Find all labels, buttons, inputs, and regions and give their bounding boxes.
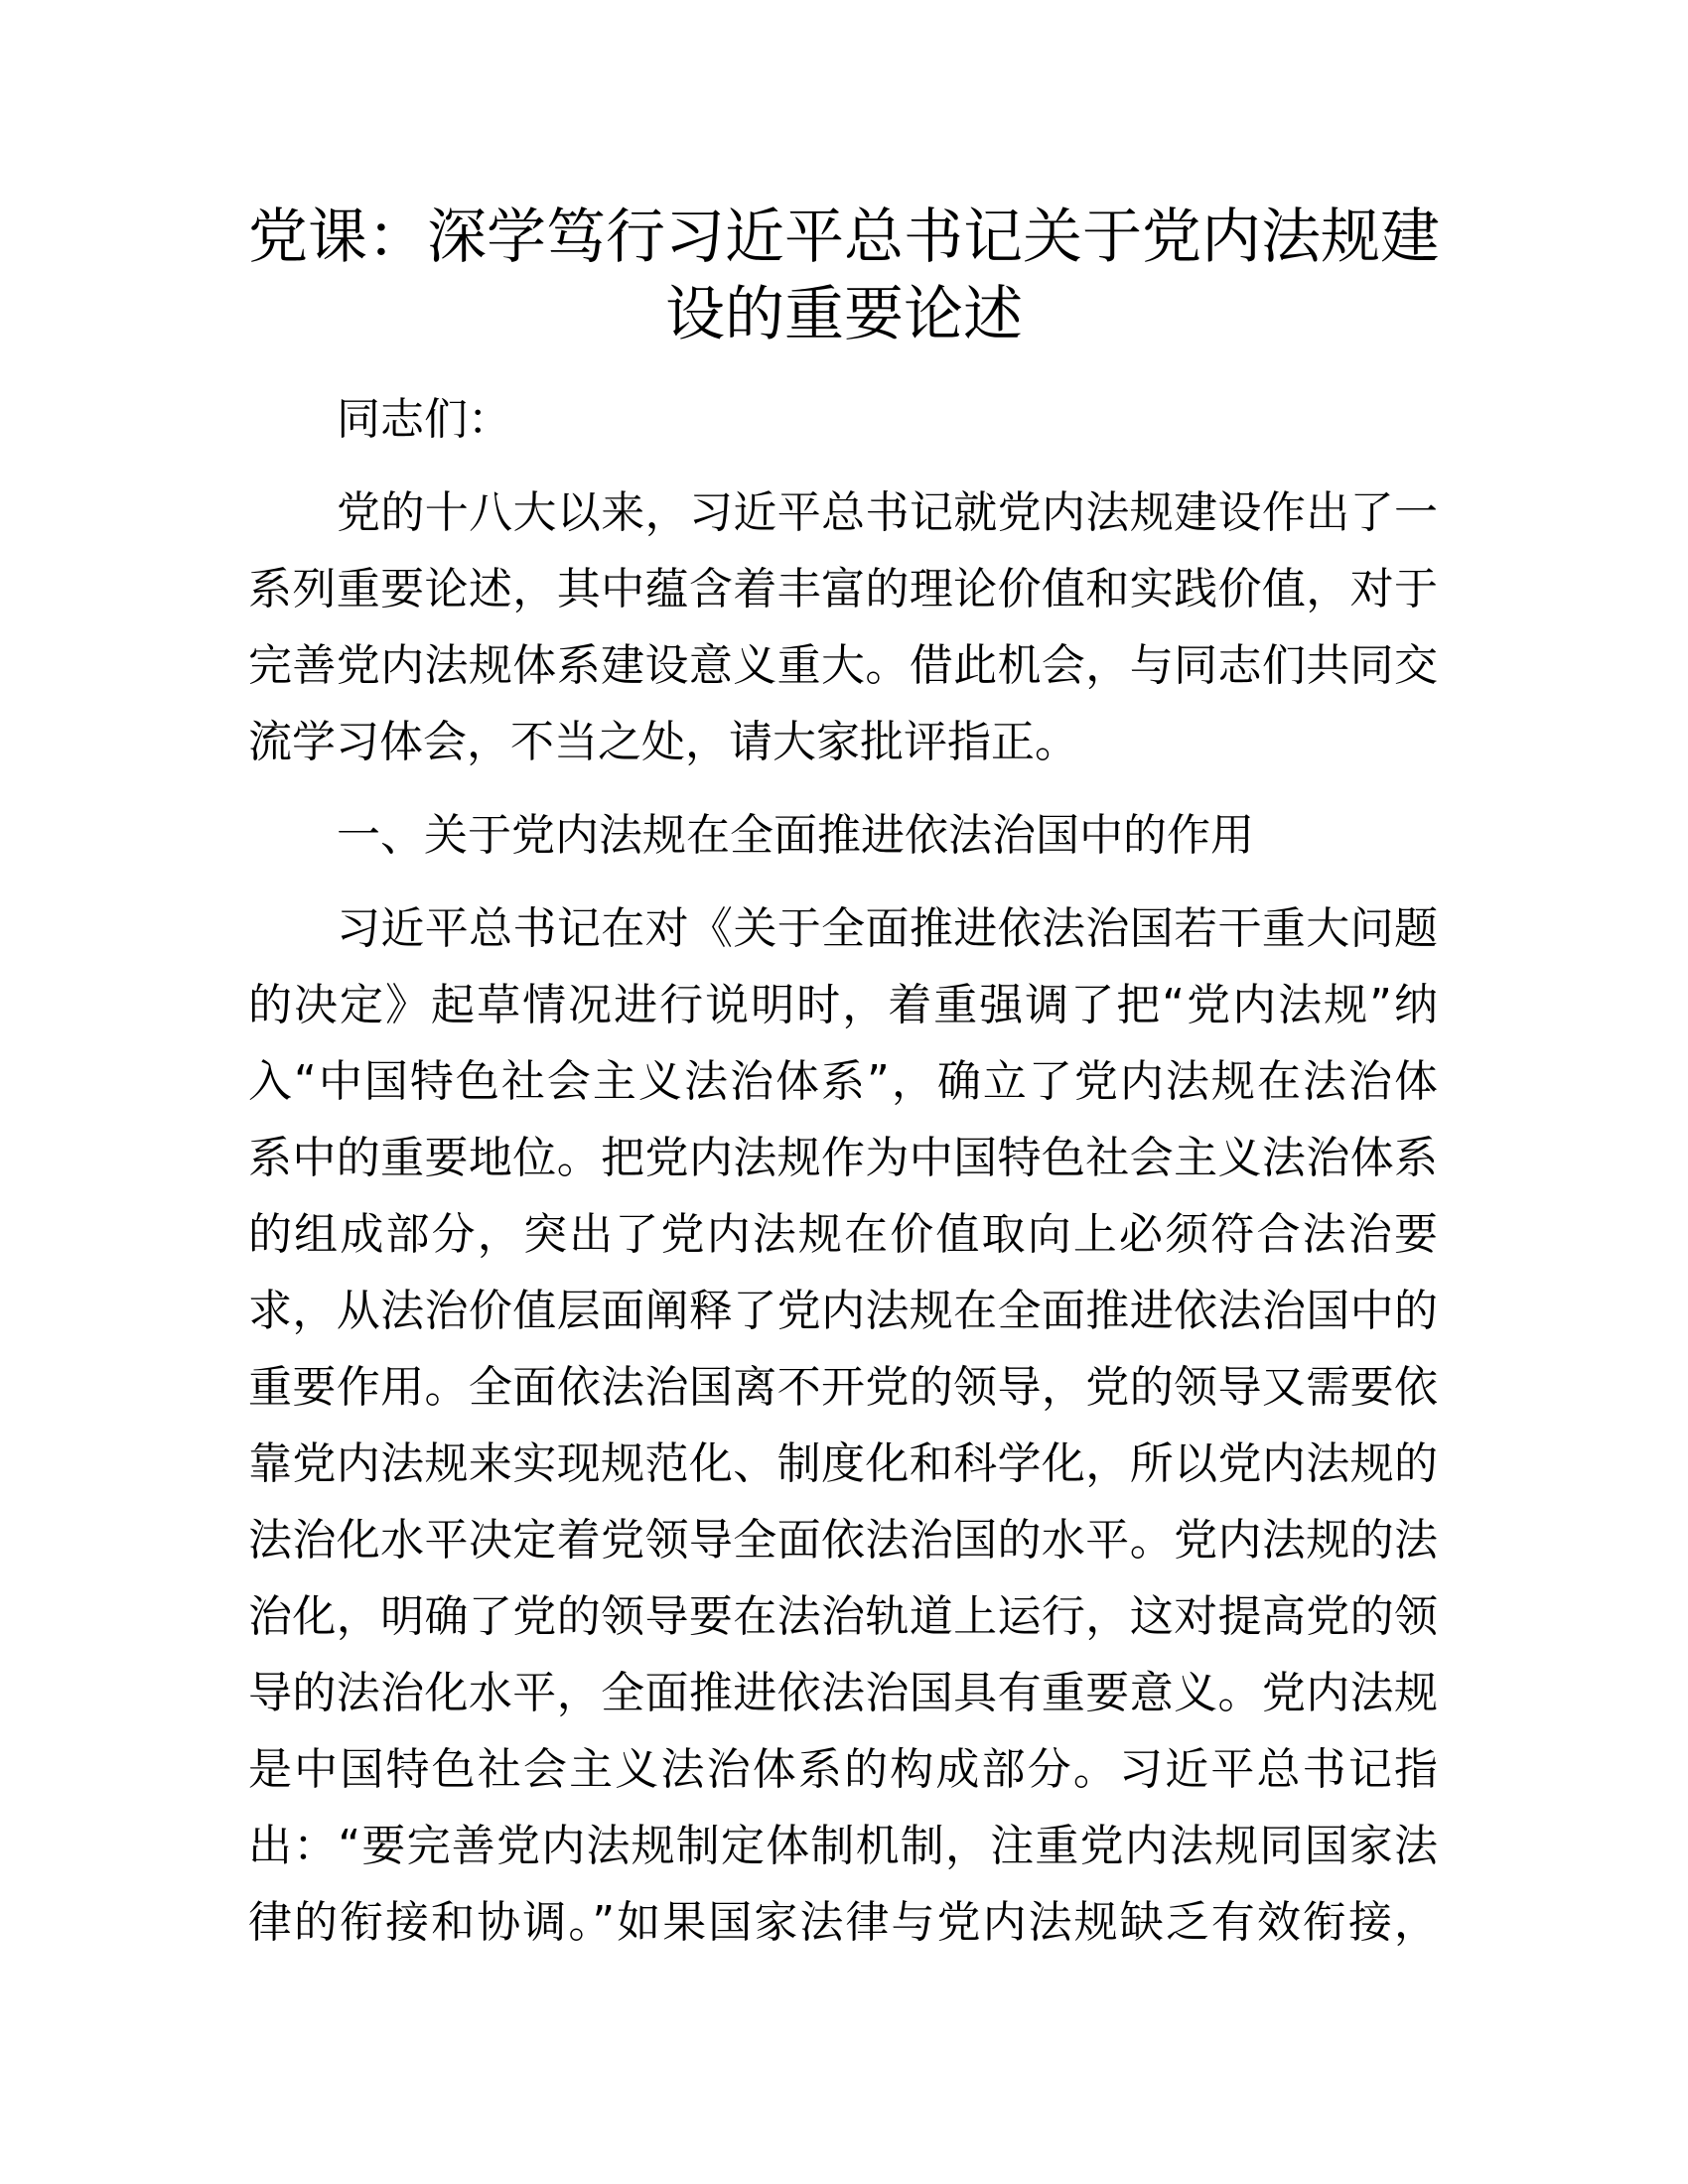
paragraph-line: 导的法治化水平，全面推进依法治国具有重要意义。党内法规 (248, 1668, 1438, 1718)
title-line-1: 党课：深学笃行习近平总书记关于党内法规建 (248, 203, 1440, 272)
paragraph-line: 求，从法治价值层面阐释了党内法规在全面推进依法治国中的 (248, 1286, 1438, 1336)
document-title (248, 199, 1440, 353)
paragraph-line: 重要作用。全面依法治国离不开党的领导，党的领导又需要依 (248, 1362, 1438, 1413)
salutation (248, 381, 1438, 458)
section-heading (248, 797, 1438, 874)
paragraph-line: 流学习体会，不当之处，请大家批评指正。 (248, 717, 1078, 767)
paragraph-line: 的组成部分，突出了党内法规在价值取向上必须符合法治要 (248, 1209, 1438, 1260)
paragraph-line: 靠党内法规来实现规范化、制度化和科学化，所以党内法规的 (248, 1438, 1438, 1489)
paragraph-line: 的决定》起草情况进行说明时，着重强调了把“党内法规”纳 (248, 980, 1438, 1030)
section-paragraph (248, 890, 1438, 1961)
title-line-2: 设的重要论述 (665, 280, 1023, 349)
paragraph-line: 治化，明确了党的领导要在法治轨道上运行，这对提高党的领 (248, 1591, 1438, 1642)
section-heading-text: 一、关于党内法规在全面推进依法治国中的作用 (337, 810, 1254, 861)
paragraph-line: 习近平总书记在对《关于全面推进依法治国若干重大问题 (337, 903, 1438, 954)
intro-paragraph (248, 475, 1438, 780)
paragraph-line: 律的衔接和协调。”如果国家法律与党内法规缺乏有效衔接， (248, 1897, 1438, 1948)
paragraph-line: 完善党内法规体系建设意义重大。借此机会，与同志们共同交 (248, 640, 1438, 691)
paragraph-line: 系中的重要地位。把党内法规作为中国特色社会主义法治体系 (248, 1133, 1438, 1183)
paragraph-line: 是中国特色社会主义法治体系的构成部分。习近平总书记指 (248, 1744, 1438, 1795)
paragraph-line: 系列重要论述，其中蕴含着丰富的理论价值和实践价值，对于 (248, 564, 1438, 614)
paragraph-line: 法治化水平决定着党领导全面依法治国的水平。党内法规的法 (248, 1515, 1438, 1566)
paragraph-line: 党的十八大以来，习近平总书记就党内法规建设作出了一 (337, 487, 1438, 538)
paragraph-line: 入“中国特色社会主义法治体系”，确立了党内法规在法治体 (248, 1056, 1438, 1107)
salutation-text: 同志们： (337, 394, 511, 445)
paragraph-line: 出：“要完善党内法规制定体制机制，注重党内法规同国家法 (248, 1821, 1438, 1871)
document-body (248, 381, 1438, 1978)
